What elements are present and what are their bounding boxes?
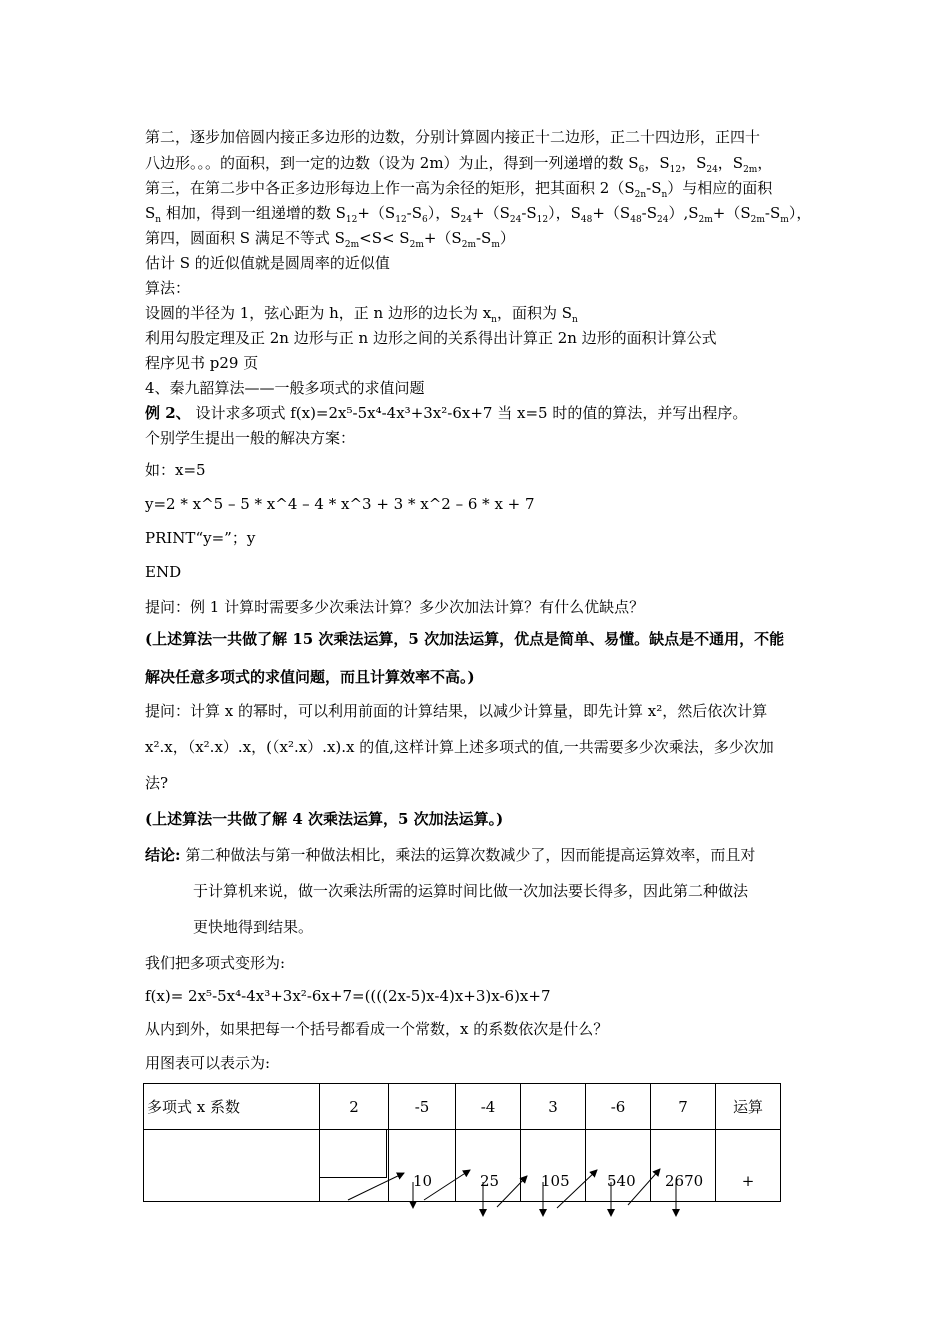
para-step3-line1: 第三，在第二步中各正多边形每边上作一高为余径的矩形，把其面积 $2(S_{2n}-S_n)$与相应的面积 <box>145 179 773 200</box>
answer-1-line1: (上述算法一共做了解 15 次乘法运算，5 次加法运算，优点是简单、易懂。缺点是不通用，不能 <box>145 630 785 648</box>
para-chart-intro: 用图表可以表示为: <box>145 1054 271 1072</box>
coef-cell: 3 <box>521 1084 586 1130</box>
para-transform: 我们把多项式变形为: <box>145 954 286 972</box>
code-line-4: END <box>145 563 182 581</box>
answer-1-line2: 解决任意多项式的求值问题，而且计算效率不高。) <box>145 668 475 686</box>
result-cell: 2670 <box>651 1130 716 1202</box>
result-cell: 540 <box>586 1130 651 1202</box>
answer-2: (上述算法一共做了解 4 次乘法运算，5 次加法运算。) <box>145 810 504 828</box>
question-1: 提问：例 1 计算时需要多少次乘法计算？多少次加法计算？有什么优缺点？ <box>145 598 645 616</box>
para-program-ref: 程序见书 p29 页 <box>145 354 259 372</box>
diag-arrow <box>348 1173 404 1200</box>
coef-cell: -6 <box>586 1084 651 1130</box>
result-cell: 105 <box>521 1130 586 1202</box>
section-heading-qin-jiushao: 4、秦九韶算法——一般多项式的求值问题 <box>145 379 425 397</box>
operation-plus: + <box>716 1130 781 1202</box>
conclusion-line3: 更快地得到结果。 <box>193 918 314 936</box>
header-label: 多项式 x 系数 <box>144 1084 320 1130</box>
result-cell: 25 <box>456 1130 521 1202</box>
para-pythagoras: 利用勾股定理及正 2n 边形与正 n 边形之间的关系得出计算正 2n 边形的面积计算公式 <box>145 329 717 347</box>
conclusion-line2: 于计算机来说，做一次乘法所需的运算时间比做一次加法要长得多，因此第二种做法 <box>193 882 749 900</box>
para-algorithm-label: 算法： <box>145 279 191 297</box>
diag-arrow <box>557 1170 597 1208</box>
coef-cell: 7 <box>651 1084 716 1130</box>
operation-header: 运算 <box>716 1084 781 1130</box>
question-2-line1: 提问：计算 x 的幂时，可以利用前面的计算结果，以减少计算量，即先计算 x²，然后依次计算 <box>145 702 768 720</box>
para-step3-line2: $S_n$ 相加，得到一组递增的数 $S_{12}+(S_{12}-S_6)$，$S_{24}+(S_{24}-S_{12})$，$S_{48}+(S_{48}-S_{24}),S_{2m}+(S_{2m}-S_m)$， <box>145 204 812 225</box>
polynomial-horner-form: f(x)= 2x⁵-5x⁴-4x³+3x²-6x+7=((((2x-5)x-4)x+3)x-6)x+7 <box>145 987 551 1005</box>
para-step4: 第四，圆面积 S 满足不等式 $S_{2m}<S< S_{2m}+(S_{2m}-S_m)$ <box>145 229 515 250</box>
example-2: 例 2、 设计求多项式 f(x)=2x⁵-5x⁴-4x³+3x²-6x+7 当 x=5 时的值的算法，并写出程序。 <box>145 404 748 422</box>
diag-arrow <box>424 1170 470 1200</box>
para-setup: 设圆的半径为 1，弦心距为 h，正 n 边形的边长为 $x_n$，面积为 $S_n$ <box>145 304 578 325</box>
coef-cell: -4 <box>456 1084 521 1130</box>
question-2-line3: 法? <box>145 774 169 792</box>
code-line-2: y=2 * x^5 – 5 * x^4 – 4 * x^3 + 3 * x^2 – 6 * x + 7 <box>145 495 535 513</box>
para-step2-line1: 第二，逐步加倍圆内接正多边形的边数，分别计算圆内接正十二边形，正二十四边形，正四十 <box>145 128 761 146</box>
diag-arrow <box>497 1176 527 1207</box>
para-coefficients-question: 从内到外，如果把每一个括号都看成一个常数，x 的系数依次是什么？ <box>145 1020 609 1038</box>
coef-cell: -5 <box>389 1084 456 1130</box>
question-2-line2: x².x，（x².x）.x，(（x².x）.x).x 的值,这样计算上述多项式的值,一共需要多少次乘法，多少次加 <box>145 738 774 756</box>
conclusion-line1: 结论: 第二种做法与第一种做法相比，乘法的运算次数减少了，因而能提高运算效率，而且对 <box>145 846 756 864</box>
para-student-solution: 个别学生提出一般的解决方案： <box>145 429 356 447</box>
code-line-1: 如：x=5 <box>145 461 206 479</box>
diag-arrow <box>628 1169 660 1205</box>
code-line-3: PRINT“y=”；y <box>145 529 256 547</box>
para-estimate: 估计 S 的近似值就是圆周率的近似值 <box>145 254 390 272</box>
result-cell: 10 <box>389 1130 456 1202</box>
coef-cell: 2 <box>320 1084 389 1130</box>
para-step2-line2: 八边形。。。的面积，到一定的边数（设为 2m）为止，得到一列递增的数 $S_6$，$S_{12}$，$S_{24}$，$S_{2m}$， <box>145 154 773 175</box>
